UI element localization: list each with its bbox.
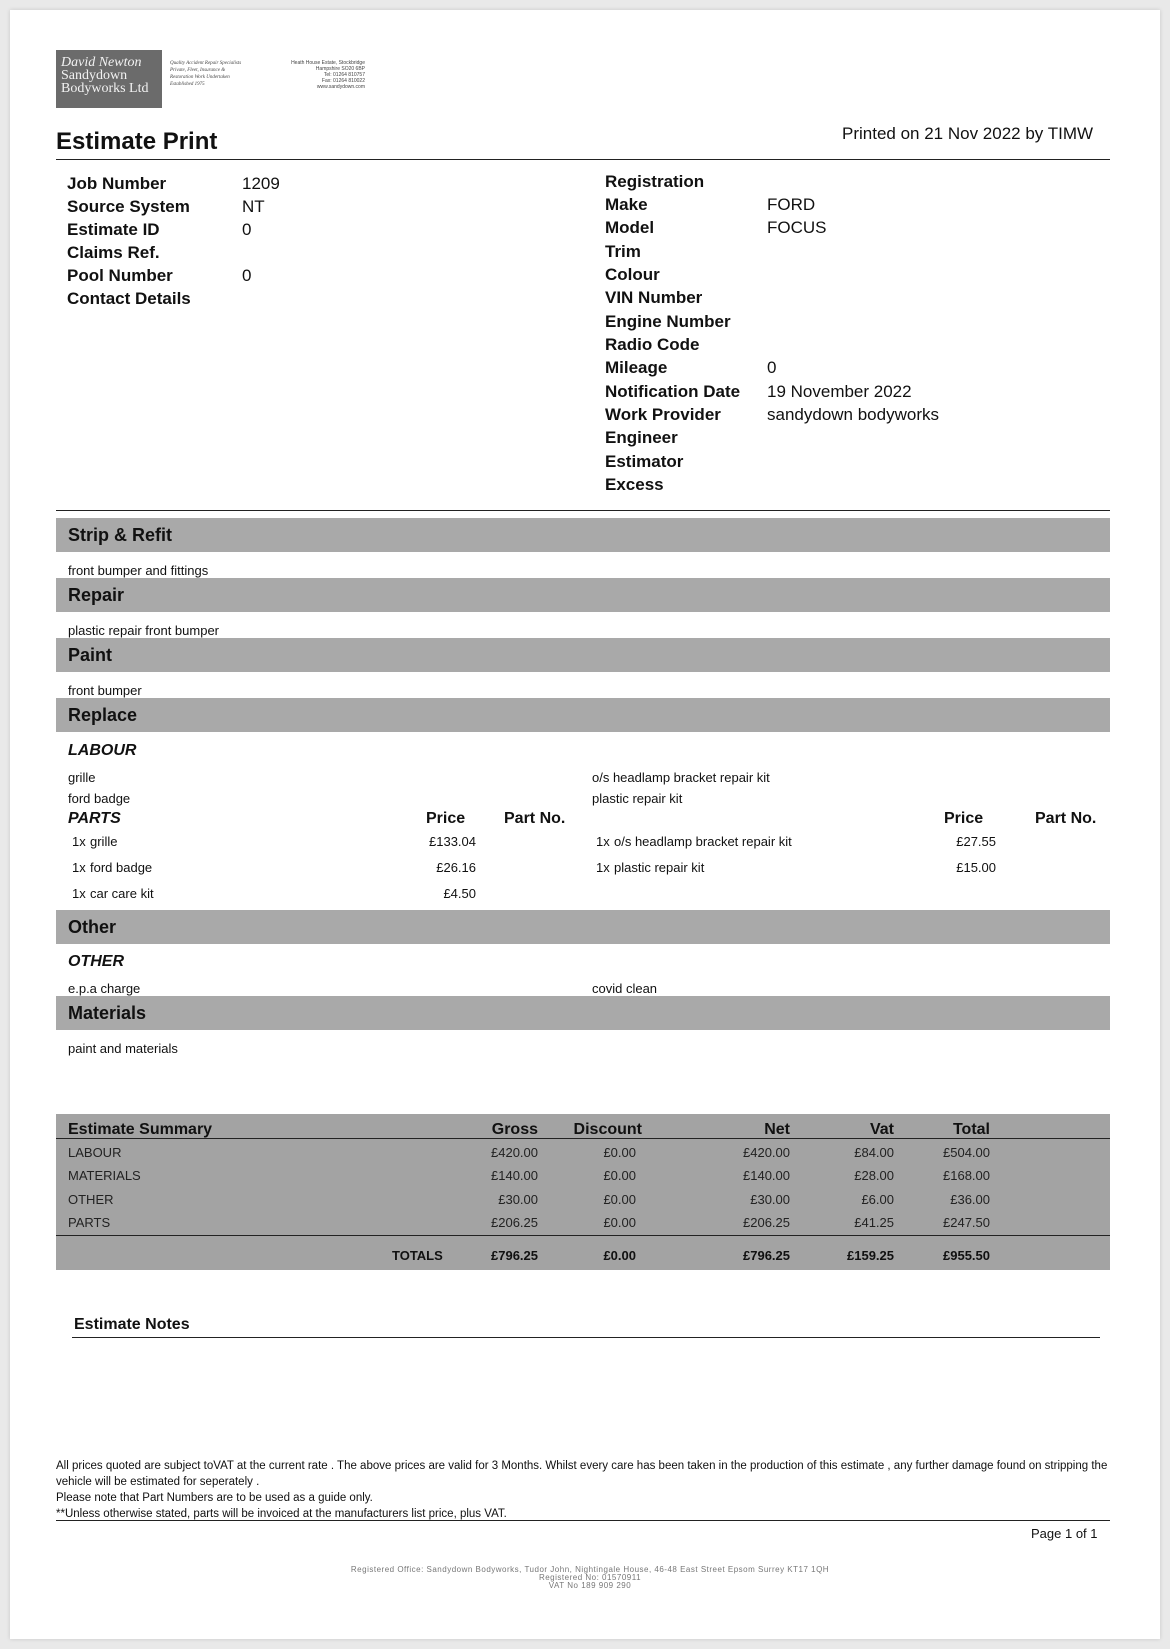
section-paint: Paint — [56, 638, 1110, 672]
summary-col-header: Vat — [869, 1121, 894, 1138]
labour-item: grille — [68, 770, 96, 785]
partno-header: Part No. — [1035, 810, 1097, 827]
company-address: Heath House Estate, Stockbridge Hampshire SO20 6BP Tel: 01264 810757 Fax: 01264 810022 www.sandydown.com — [291, 60, 365, 90]
terms-text: All prices quoted are subject toVAT at the current rate . The above prices are valid for 3 Months. Whilst every care has been taken in the production of this estimate , any further damage found on stripping the vehicle will be estimated for seperately . Please note that Part Numbers are to be used as a guide only. **Unless otherwise stated, parts will be invoiced at the manufacturers list price, plus VAT. — [56, 1460, 1108, 1520]
section-strip-refit: Strip & Refit — [56, 518, 1110, 552]
other-item: e.p.a charge — [68, 981, 141, 996]
divider — [56, 159, 1110, 160]
price-header: Price — [944, 810, 984, 827]
summary-col-header: Net — [764, 1121, 790, 1138]
repair-text: plastic repair front bumper — [68, 623, 220, 638]
labour-heading: LABOUR — [68, 742, 137, 759]
parts-heading: PARTS — [68, 810, 121, 827]
partno-header: Part No. — [504, 810, 566, 827]
estimate-sheet: David Newton Sandydown Bodyworks Ltd Quality Accident Repair Specialists Private, Fleet, Insurance & Restoration Work Undertaken Established 1975 Heath House Estate, Stockbridge Hampshire SO20 6BP Tel: 01264 810757 Fax: 01264 810022 www.sandydown.com Estimate Print Printed on 21 Nov 2022 by TIMW Job Number 1209 Source System NT Estimate ID 0 Claims Ref. Pool Number 0 Contact Details Registration Make FORD Model FOCUS Trim Colour VIN Number Engine Number Radio Code Mileage 0 Notification Date 19 November 2022 Work Provider sandydown bodyworks Engineer Estimator Excess Strip & Refit front bumper and fittings Repair plastic repair front bumper Paint front bumper Replace LABOUR grille ford badge o/s headlamp bracket repair kit plastic repair kit PARTS Price Part No. Price Part No. 1x grille £133.04 1x ford badge £26.16 1x car care kit £4.50 1x o/s headlamp bracket repair kit £27.55 1x plastic repair kit £15.00 Other OTHER e.p.a charge covid clean Materials paint and materials Estimate Summary Gross Discount Net Vat Total LABOUR £420.00 £0.00 £420.00 £84.00 £504.00 MATERIALS £140.00 £0.00 £140.00 £28.00 £168.00 OTHER £30.00 £0.00 £30.00 £6.00 £36.00 PARTS £206.25 £0.00 £206.25 £41.25 £247.50 TOTALS £796.25 £0.00 £796.25 £159.25 £955.50 Estimate Notes All prices quoted are subject toVAT at the current rate . The above prices are valid for 3 Months. Whilst every care has been taken in the production of this estimate , any further damage found on stripping the vehicle will be estimated for seperately . Please note that Part Numbers are to be used as a guide only. **Unless otherwise stated, parts will be invoiced at the manufacturers list price, plus VAT. Page 1 of 1 Registered Office: Sandydown Bodyworks, Tudor John, Nightingale House, 46-48 East Street Epsom Surrey KT17 1QH Registered No: 01570911 VAT No 189 909 290 — [10, 10, 1160, 1639]
summary-col-header: Discount — [573, 1121, 642, 1138]
labour-item: ford badge — [68, 791, 131, 806]
section-repair: Repair — [56, 578, 1110, 612]
divider — [56, 510, 1110, 511]
materials-text: paint and materials — [68, 1041, 178, 1056]
summary-col-header: Total — [952, 1121, 990, 1138]
strip-refit-text: front bumper and fittings — [68, 563, 209, 578]
page-number: Page 1 of 1 — [1031, 1526, 1098, 1541]
printed-info: Printed on 21 Nov 2022 by TIMW — [842, 124, 1094, 143]
paint-text: front bumper — [68, 683, 142, 698]
estimate-summary: Estimate Summary Gross Discount Net Vat Total LABOUR £420.00 £0.00 £420.00 £84.00 £504.00 MATERIALS £140.00 £0.00 £140.00 £28.00 £168.00 OTHER £30.00 £0.00 £30.00 £6.00 £36.00 PARTS £206.25 £0.00 £206.25 £41.25 £247.50 TOTALS £796.25 £0.00 £796.25 £159.25 £955.50 — [56, 1114, 1110, 1270]
section-materials: Materials — [56, 996, 1110, 1030]
labour-item: o/s headlamp bracket repair kit — [592, 770, 770, 785]
labour-item: plastic repair kit — [592, 791, 683, 806]
notes-divider — [72, 1337, 1100, 1338]
section-replace: Replace — [56, 698, 1110, 732]
page-title: Estimate Print — [56, 128, 218, 155]
company-logo: David Newton Sandydown Bodyworks Ltd — [56, 50, 162, 108]
section-other: Other — [56, 910, 1110, 944]
other-heading: OTHER — [68, 953, 124, 970]
registered-office: Registered Office: Sandydown Bodyworks, Tudor John, Nightingale House, 46-48 East Street Epsom Surrey KT17 1QH Registered No: 01570911 VAT No 189 909 290 — [350, 1565, 830, 1590]
summary-col-header: Gross — [491, 1121, 538, 1138]
other-item: covid clean — [592, 981, 658, 996]
price-header: Price — [426, 810, 466, 827]
company-tagline: Quality Accident Repair Specialists Private, Fleet, Insurance & Restoration Work Undertaken Established 1975 — [170, 61, 242, 87]
summary-title: Estimate Summary — [68, 1121, 213, 1138]
divider — [56, 1520, 1110, 1521]
notes-title: Estimate Notes — [74, 1316, 190, 1333]
